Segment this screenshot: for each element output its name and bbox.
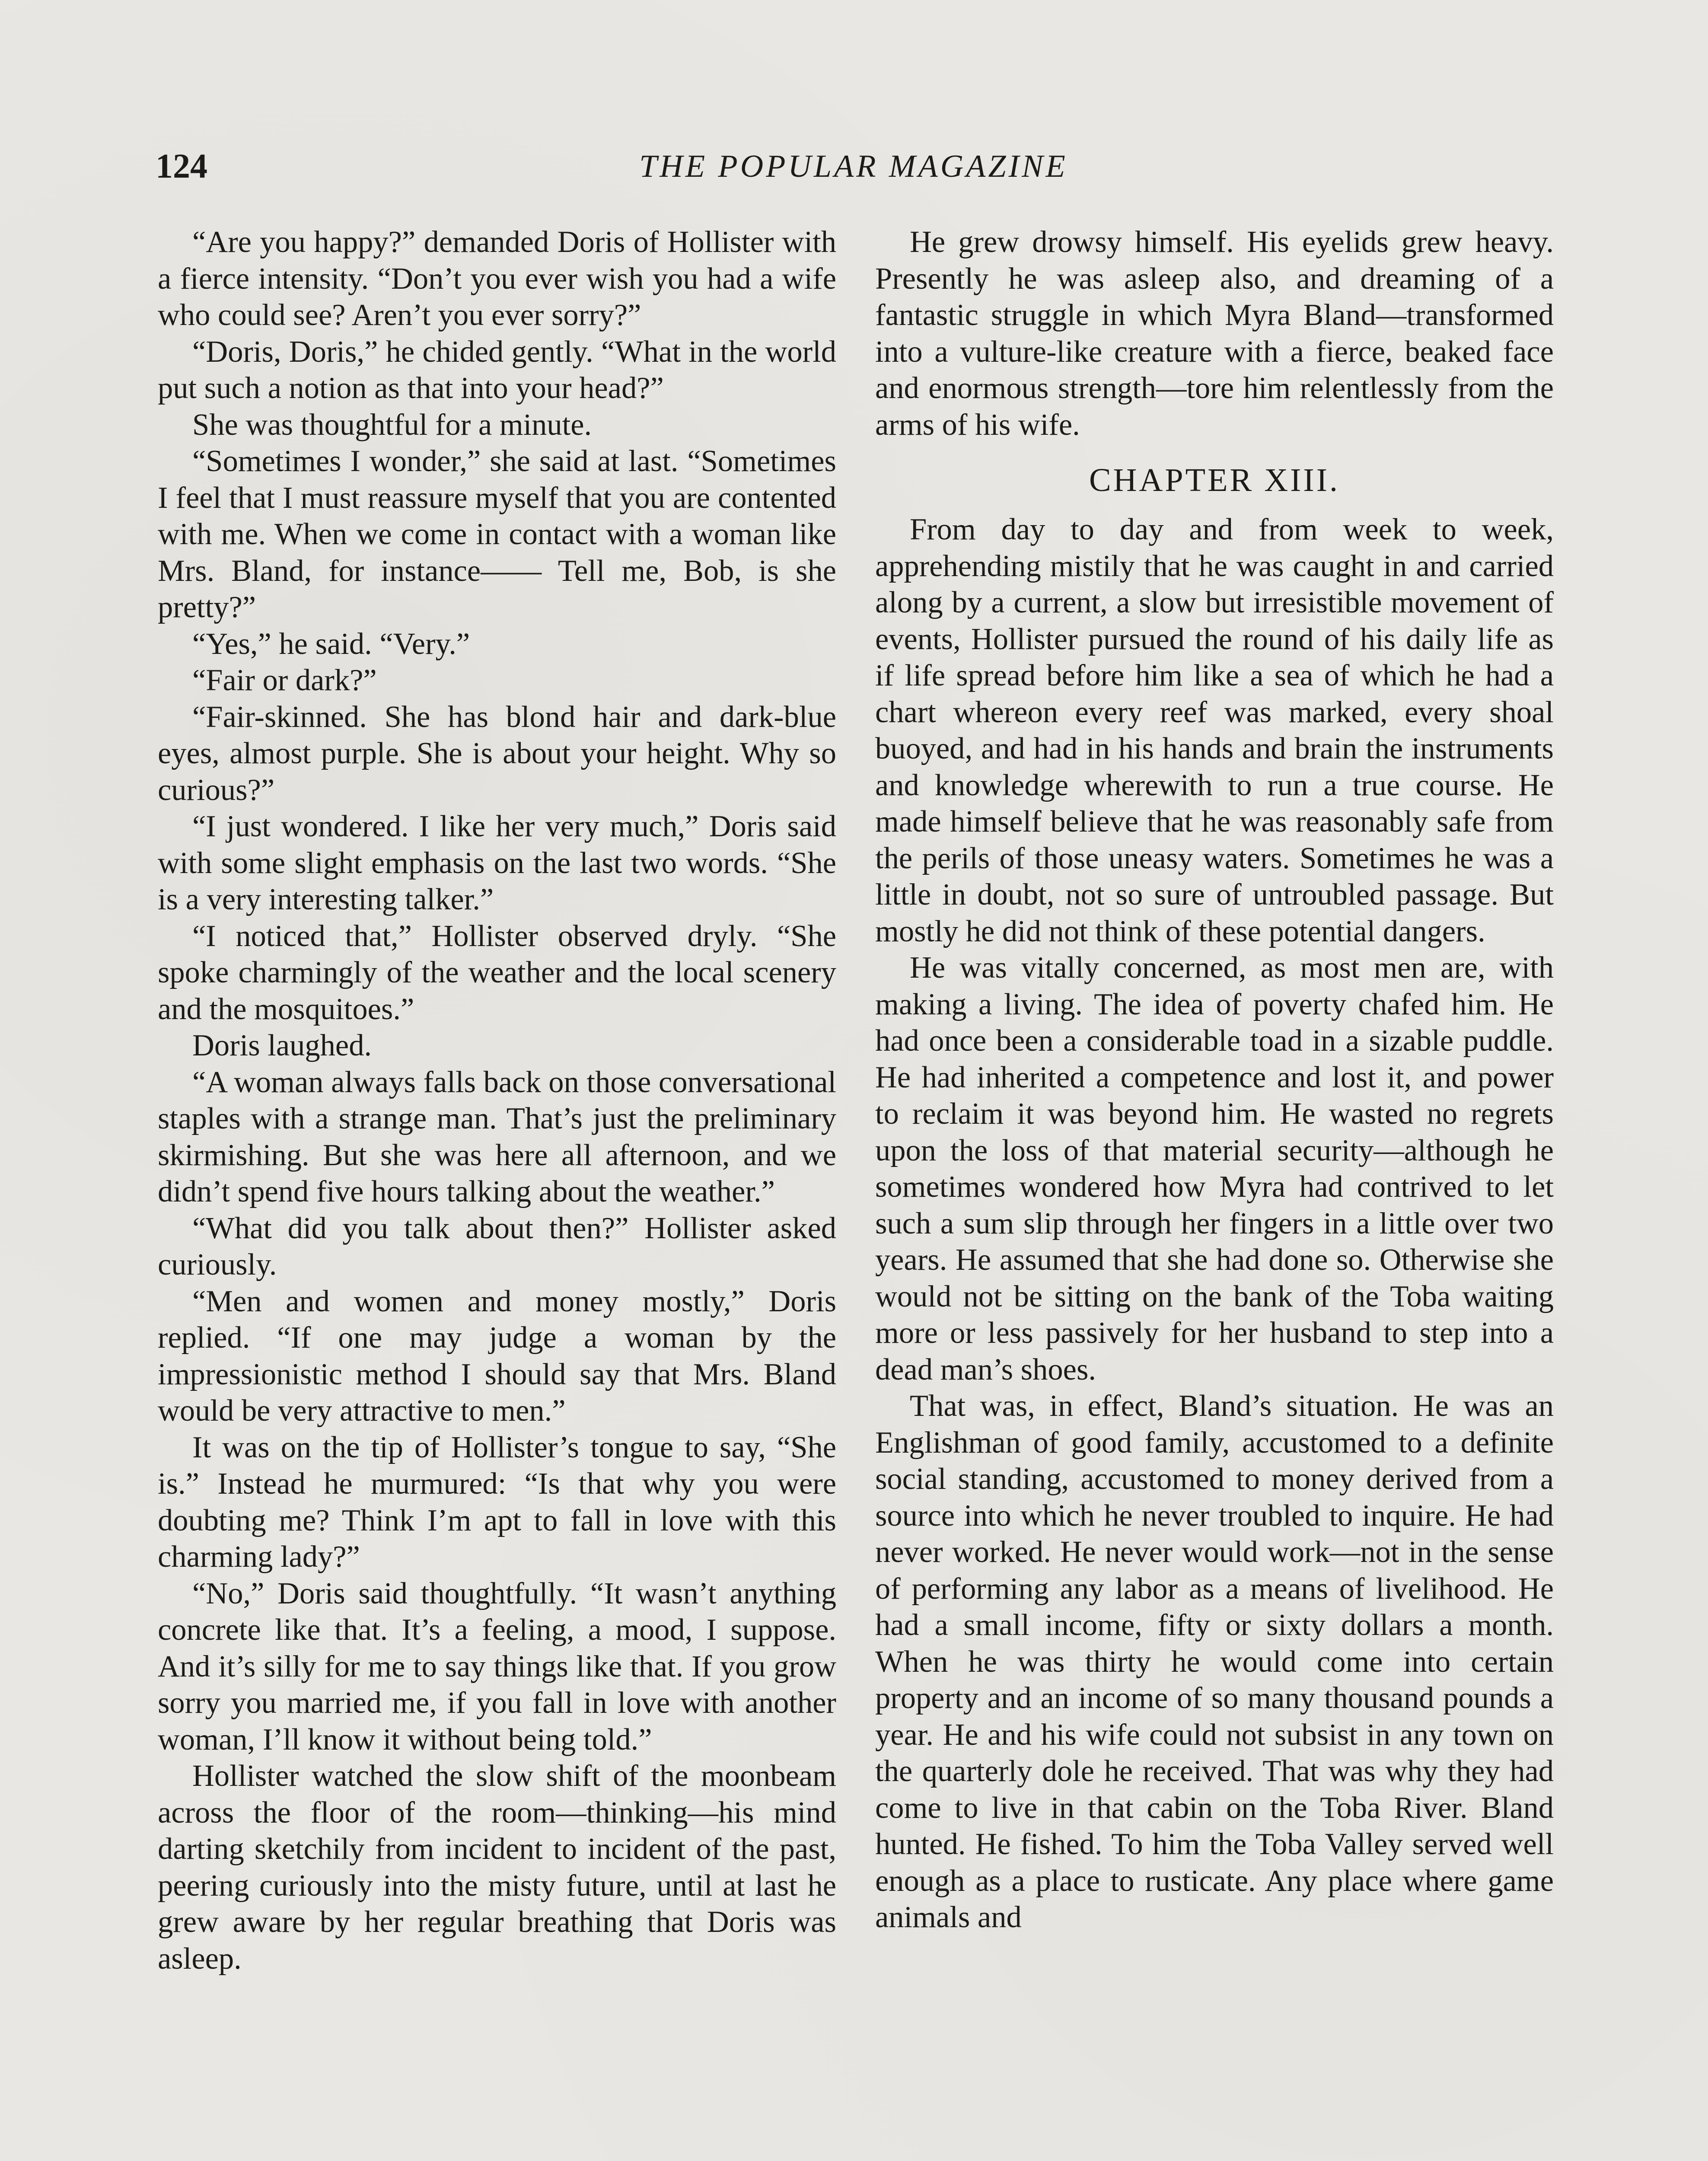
running-head: [156, 143, 1552, 190]
paragraph: “No,” Doris said thoughtfully. “It wasn’t anything concrete like that. It’s a feeling, a mood, I suppose. And it’s silly for me to say things like that. If you grow sorry you married me, if you fall in love with another woman, I’ll know it without being told.”: [158, 1576, 836, 1756]
paragraph: Doris laughed.: [192, 1029, 372, 1062]
paragraph: “I noticed that,” Hollister observed dryly. “She spoke charmingly of the weather and the local scenery and the mosquitoes.”: [158, 919, 836, 1026]
paragraph: He was vitally concerned, as most men are, with making a living. The idea of poverty chafed him. He had once been a considerable toad in a sizable puddle. He had inherited a competence and lost it, and power to reclaim it was beyond him. He wasted no regrets upon the loss of that material security—although he sometimes wondered how Myra had contrived to let such a sum slip through her fingers in a little over two years. He assumed that she had done so. Otherwise she would not be sitting on the bank of the Toba waiting more or less passively for her husband to step into a dead man’s shoes.: [875, 951, 1554, 1386]
paragraph: “A woman always falls back on those conversational staples with a strange man. That’s just the preliminary skirmishing. But she was here all afternoon, and we didn’t spend five hours talking about the weather.”: [158, 1065, 836, 1208]
paragraph: That was, in effect, Bland’s situation. He was an Englishman of good family, accustomed to a definite social standing, accustomed to money derived from a source into which he never troubled to inquire. He had never worked. He never would work—not in the sense of performing any labor as a means of livelihood. He had a small income, fifty or sixty dollars a month. When he was thirty he would come into certain property and an income of so many thousand pounds a year. He and his wife could not subsist in any town on the quarterly dole he received. That was why they had come to live in that cabin on the Toba River. Bland hunted. He fished. To him the Toba Valley served well enough as a place to rusticate. Any place where game animals and: [875, 1389, 1554, 1934]
paragraph: He grew drowsy himself. His eyelids grew heavy. Presently he was asleep also, and dreaming of a fantastic struggle in which Myra Bland—transformed into a vulture-like creature with a fierce, beaked face and enormous strength—tore him relentlessly from the arms of his wife.: [875, 225, 1554, 442]
paragraph: It was on the tip of Hollister’s tongue to say, “She is.” Instead he murmured: “Is that why you were doubting me? Think I’m apt to fall in love with this charming lady?”: [158, 1430, 836, 1574]
paragraph: “Are you happy?” demanded Doris of Hollister with a fierce intensity. “Don’t you ever wish you had a wife who could see? Aren’t you ever sorry?”: [158, 225, 836, 332]
left-column: [158, 224, 836, 1977]
paragraph: “Fair or dark?”: [192, 663, 377, 697]
right-column: [875, 224, 1554, 1936]
paragraph: “Sometimes I wonder,” she said at last. “Sometimes I feel that I must reassure myself that you are contented with me. When we come in contact with a woman like Mrs. Bland, for instance—— Tell me, Bob, is she pretty?”: [158, 444, 836, 624]
paragraph: “What did you talk about then?” Hollister asked curiously.: [158, 1211, 836, 1281]
paragraph: She was thoughtful for a minute.: [192, 408, 592, 442]
paragraph: From day to day and from week to week, apprehending mistily that he was caught in and carried along by a current, a slow but irresistible movement of events, Hollister pursued the round of his daily life as if life spread before him like a sea of which he had a chart whereon every reef was marked, every shoal buoyed, and had in his hands and brain the instruments and knowledge wherewith to run a true course. He made himself believe that he was reasonably safe from the perils of those uneasy waters. Sometimes he was a little in doubt, not so sure of untroubled passage. But mostly he did not think of these potential dangers.: [875, 513, 1554, 948]
paragraph: Hollister watched the slow shift of the moonbeam across the floor of the room—thinking—his mind darting sketchily from incident to incident of the past, peering curiously into the misty future, until at last he grew aware by her regular breathing that Doris was asleep.: [158, 1759, 836, 1976]
paragraph: “Men and women and money mostly,” Doris replied. “If one may judge a woman by the impressionistic method I should say that Mrs. Bland would be very attractive to men.”: [158, 1284, 836, 1428]
chapter-heading: CHAPTER XIII.: [1089, 462, 1340, 498]
paragraph: “Doris, Doris,” he chided gently. “What in the world put such a notion as that into your head?”: [158, 335, 836, 405]
paragraph: “Fair-skinned. She has blond hair and dark-blue eyes, almost purple. She is about your height. Why so curious?”: [158, 700, 836, 807]
page-number: 124: [156, 147, 207, 185]
magazine-title: THE POPULAR MAGAZINE: [639, 149, 1068, 184]
paragraph: “Yes,” he said. “Very.”: [192, 627, 470, 661]
paragraph: “I just wondered. I like her very much,” Doris said with some slight emphasis on the last two words. “She is a very interesting talker.”: [158, 810, 836, 916]
